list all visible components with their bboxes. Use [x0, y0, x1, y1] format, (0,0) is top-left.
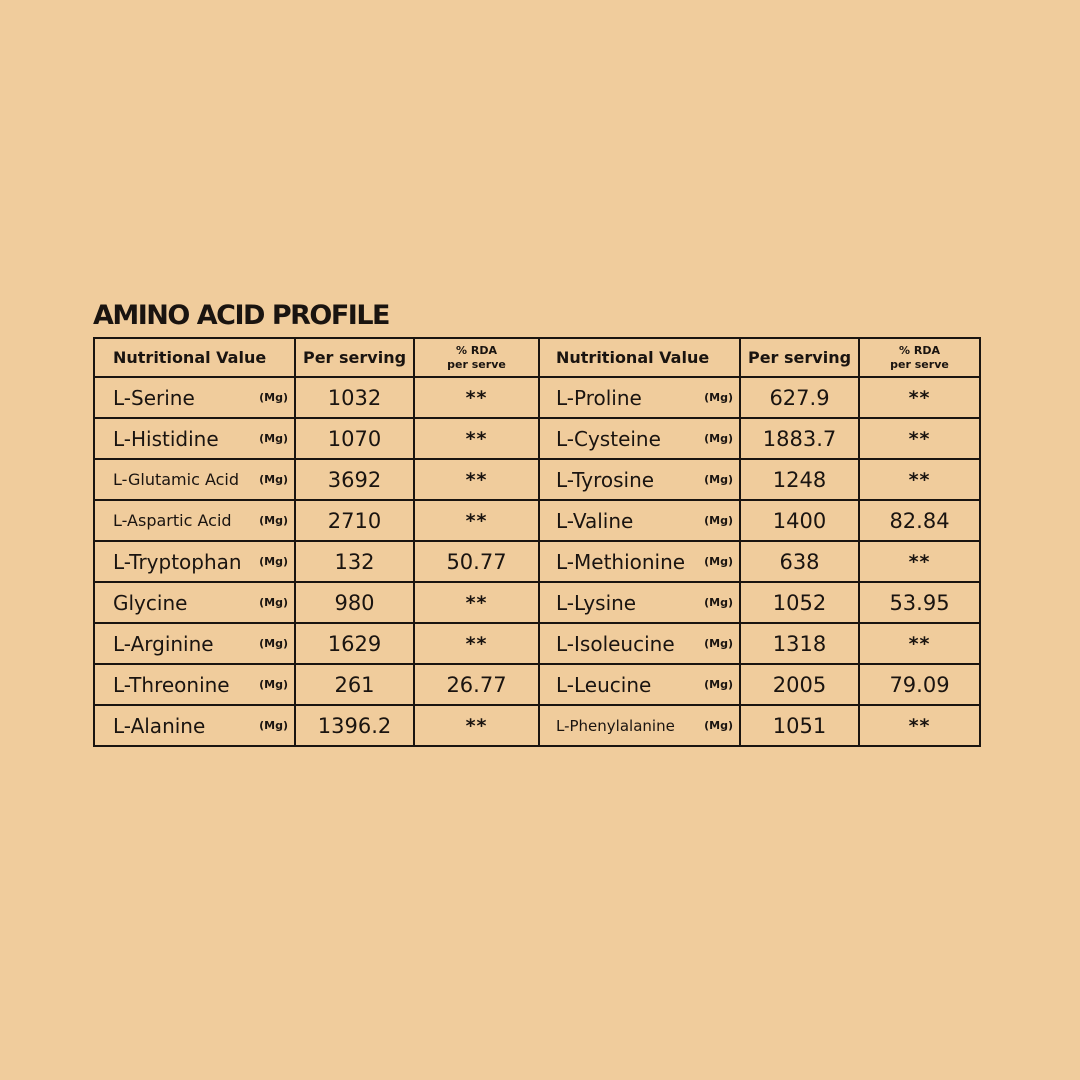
- amino-name: L-Serine: [113, 385, 195, 410]
- amino-name: L-Histidine: [113, 426, 219, 451]
- amino-name-cell: [538, 458, 741, 501]
- amino-name: L-Methionine: [556, 549, 686, 574]
- rda-value: **: [413, 376, 540, 419]
- rda-value: **: [413, 622, 540, 665]
- unit-label: (Mg): [704, 719, 733, 732]
- per-serving-value: 1318: [739, 622, 860, 665]
- table-row: [93, 622, 985, 663]
- per-serving-value: 1032: [294, 376, 415, 419]
- unit-label: (Mg): [259, 432, 288, 445]
- per-serving-value: 261: [294, 663, 415, 706]
- header-per-serving-right: Per serving: [739, 337, 860, 378]
- rda-value: **: [858, 704, 981, 747]
- amino-name: L-Tyrosine: [556, 467, 655, 492]
- amino-name: L-Glutamic Acid: [113, 470, 240, 489]
- rda-value: **: [858, 540, 981, 583]
- header-rda-line1-right: % RDA: [899, 343, 940, 357]
- page-title: AMINO ACID PROFILE: [93, 300, 389, 331]
- amino-name-cell: [538, 622, 741, 665]
- unit-label: (Mg): [704, 678, 733, 691]
- rda-value: 26.77: [413, 663, 540, 706]
- amino-name-cell: [93, 458, 296, 501]
- amino-name-cell: [93, 622, 296, 665]
- rda-value: 50.77: [413, 540, 540, 583]
- per-serving-value: 627.9: [739, 376, 860, 419]
- unit-label: (Mg): [704, 637, 733, 650]
- per-serving-value: 2710: [294, 499, 415, 542]
- amino-name-cell: [538, 704, 741, 747]
- rda-value: **: [858, 376, 981, 419]
- rda-value: **: [413, 458, 540, 501]
- rda-value: **: [413, 704, 540, 747]
- amino-name: L-Alanine: [113, 713, 206, 738]
- amino-name: Glycine: [113, 590, 188, 615]
- unit-label: (Mg): [704, 555, 733, 568]
- per-serving-value: 132: [294, 540, 415, 583]
- header-nutritional-value: Nutritional Value: [93, 337, 296, 378]
- amino-acid-table: [93, 337, 985, 745]
- table-row: [93, 581, 985, 622]
- unit-label: (Mg): [704, 596, 733, 609]
- amino-name-cell: [93, 581, 296, 624]
- per-serving-value: 1883.7: [739, 417, 860, 460]
- unit-label: (Mg): [704, 391, 733, 404]
- table-row: [93, 499, 985, 540]
- amino-name-cell: [538, 376, 741, 419]
- table-row: [93, 540, 985, 581]
- per-serving-value: 2005: [739, 663, 860, 706]
- rda-value: **: [858, 458, 981, 501]
- per-serving-value: 1051: [739, 704, 860, 747]
- amino-name: L-Tryptophan: [113, 549, 242, 574]
- header-rda: [413, 337, 540, 378]
- amino-name: L-Isoleucine: [556, 631, 675, 656]
- unit-label: (Mg): [259, 596, 288, 609]
- per-serving-value: 1248: [739, 458, 860, 501]
- amino-name-cell: [93, 663, 296, 706]
- table-row: [93, 663, 985, 704]
- header-nutritional-value-right: Nutritional Value: [538, 337, 741, 378]
- table-row: [93, 704, 985, 745]
- amino-name-cell: [93, 540, 296, 583]
- unit-label: (Mg): [259, 555, 288, 568]
- unit-label: (Mg): [704, 432, 733, 445]
- amino-name: L-Arginine: [113, 631, 214, 656]
- amino-name-cell: [93, 376, 296, 419]
- amino-name-cell: [93, 417, 296, 460]
- table-row: [93, 417, 985, 458]
- rda-value: **: [413, 499, 540, 542]
- header-per-serving: Per serving: [294, 337, 415, 378]
- amino-name-cell: [93, 704, 296, 747]
- rda-value: **: [858, 622, 981, 665]
- per-serving-value: 980: [294, 581, 415, 624]
- amino-name-cell: [538, 663, 741, 706]
- unit-label: (Mg): [704, 514, 733, 527]
- rda-value: 79.09: [858, 663, 981, 706]
- unit-label: (Mg): [259, 514, 288, 527]
- unit-label: (Mg): [259, 637, 288, 650]
- header-rda-line2: per serve: [447, 357, 506, 371]
- rda-value: **: [413, 417, 540, 460]
- amino-name: L-Lysine: [556, 590, 637, 615]
- per-serving-value: 1400: [739, 499, 860, 542]
- amino-name-cell: [538, 581, 741, 624]
- rda-value: 82.84: [858, 499, 981, 542]
- unit-label: (Mg): [259, 719, 288, 732]
- per-serving-value: 3692: [294, 458, 415, 501]
- amino-name: L-Phenylalanine: [556, 716, 675, 735]
- per-serving-value: 1052: [739, 581, 860, 624]
- per-serving-value: 1070: [294, 417, 415, 460]
- amino-name: L-Cysteine: [556, 426, 661, 451]
- amino-name-cell: [538, 540, 741, 583]
- table-header-row: [93, 337, 985, 376]
- amino-name: L-Proline: [556, 385, 642, 410]
- rda-value: 53.95: [858, 581, 981, 624]
- amino-name-cell: [538, 499, 741, 542]
- header-rda-right: [858, 337, 981, 378]
- amino-name: L-Valine: [556, 508, 634, 533]
- per-serving-value: 1629: [294, 622, 415, 665]
- per-serving-value: 1396.2: [294, 704, 415, 747]
- table-row: [93, 458, 985, 499]
- rda-value: **: [413, 581, 540, 624]
- rda-value: **: [858, 417, 981, 460]
- amino-name: L-Aspartic Acid: [113, 511, 232, 530]
- unit-label: (Mg): [259, 678, 288, 691]
- per-serving-value: 638: [739, 540, 860, 583]
- amino-name: L-Leucine: [556, 672, 652, 697]
- unit-label: (Mg): [259, 473, 288, 486]
- header-rda-line2-right: per serve: [890, 357, 949, 371]
- header-rda-line1: % RDA: [456, 343, 497, 357]
- table-body: [93, 376, 985, 745]
- amino-name-cell: [538, 417, 741, 460]
- amino-name: L-Threonine: [113, 672, 230, 697]
- unit-label: (Mg): [704, 473, 733, 486]
- table-row: [93, 376, 985, 417]
- amino-name-cell: [93, 499, 296, 542]
- unit-label: (Mg): [259, 391, 288, 404]
